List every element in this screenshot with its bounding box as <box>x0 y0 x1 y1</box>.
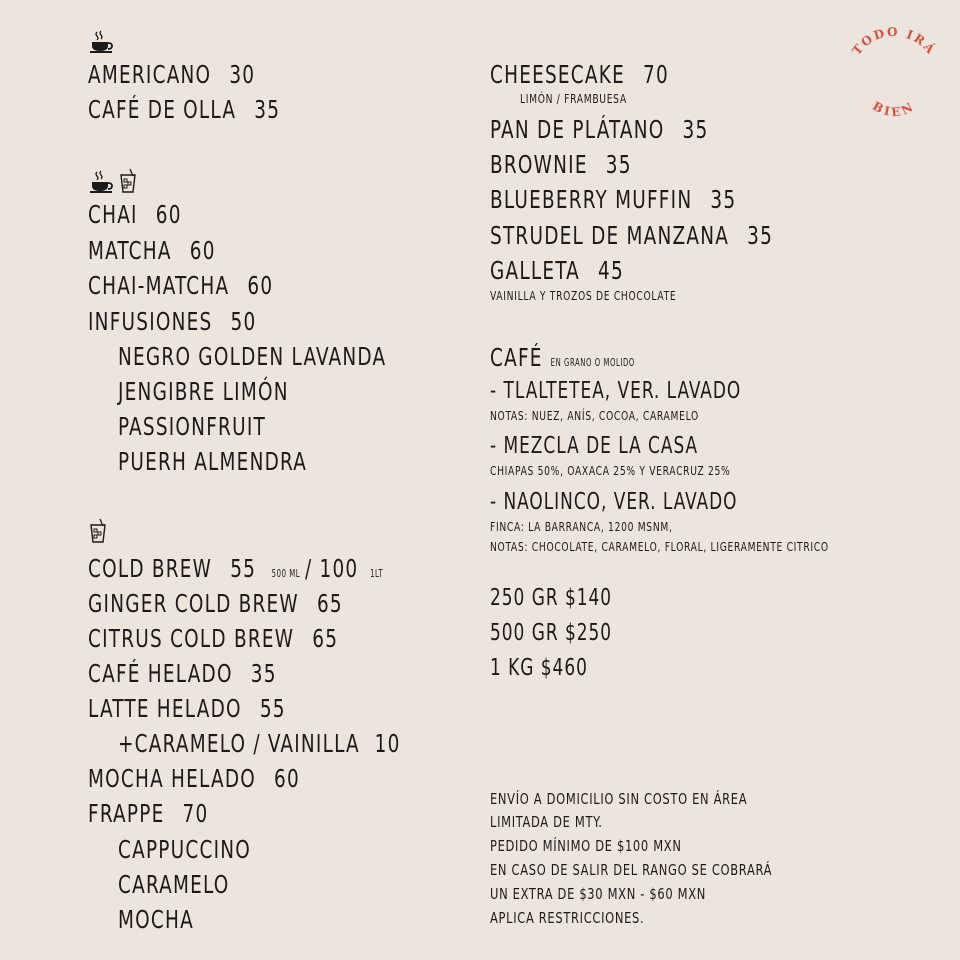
bean-notes: NOTAS: CHOCOLATE, CARAMELO, FLORAL, LIGERAMENTE CITRICO <box>490 540 829 554</box>
frappe-flavor: CARAMELO <box>118 870 230 899</box>
menu-item-cold-brew: COLD BREW 55 500 ML / 100 1LT <box>88 554 384 583</box>
bean-origin: - NAOLINCO, VER. LAVADO <box>490 489 738 515</box>
stamp-bottom-text: BIEN <box>870 98 918 120</box>
todo-ira-bien-stamp <box>838 20 950 132</box>
bean-notes: FINCA: LA BARRANCA, 1200 MSNM, <box>490 520 673 534</box>
menu-item: AMERICANO 30 <box>88 60 256 89</box>
infusion-flavor: PASSIONFRUIT <box>118 412 266 441</box>
iced-drink-icon <box>118 168 138 194</box>
beans-title: CAFÉ EN GRANO O MOLIDO <box>490 343 636 372</box>
menu-item: GINGER COLD BREW 65 <box>88 589 343 618</box>
bean-notes: NOTAS: NUEZ, ANÍS, COCOA, CARAMELO <box>490 409 699 423</box>
bakery-note: VAINILLA Y TROZOS DE CHOCOLATE <box>490 289 677 303</box>
infusion-flavor: JENGIBRE LIMÓN <box>118 377 289 406</box>
bean-origin: - TLALTETEA, VER. LAVADO <box>490 378 742 404</box>
svg-text:TODO IRÁ <box>849 25 939 58</box>
menu-item: MATCHA 60 <box>88 236 216 265</box>
menu-item: LATTE HELADO 55 <box>88 694 286 723</box>
svg-text:BIEN <box>870 99 918 120</box>
bean-notes: CHIAPAS 50%, OAXACA 25% Y VERACRUZ 25% <box>490 464 731 478</box>
delivery-note: APLICA RESTRICCIONES. <box>490 909 645 927</box>
bakery-item: BROWNIE 35 <box>490 150 632 179</box>
delivery-note: EN CASO DE SALIR DEL RANGO SE COBRARÁ <box>490 861 773 879</box>
bean-origin: - MEZCLA DE LA CASA <box>490 433 699 459</box>
menu-item: CHAI-MATCHA 60 <box>88 271 274 300</box>
frappe-flavor: MOCHA <box>118 905 194 934</box>
menu-item: CHAI 60 <box>88 200 182 229</box>
menu-item: CITRUS COLD BREW 65 <box>88 624 339 653</box>
iced-drink-icon <box>88 518 108 544</box>
menu-extra: +CARAMELO / VAINILLA 10 <box>118 729 401 758</box>
delivery-note: PEDIDO MÍNIMO DE $100 MXN <box>490 837 682 855</box>
menu-item: INFUSIONES 50 <box>88 307 257 336</box>
stamp-top-text: TODO IRÁ <box>849 24 939 58</box>
delivery-note: LIMITADA DE MTY. <box>490 813 603 831</box>
menu-item: MOCHA HELADO 60 <box>88 764 300 793</box>
delivery-note: ENVÍO A DOMICILIO SIN COSTO EN ÁREA <box>490 790 748 808</box>
delivery-note: UN EXTRA DE $30 MXN - $60 MXN <box>490 885 707 903</box>
bakery-item: STRUDEL DE MANZANA 35 <box>490 221 774 250</box>
hot-coffee-cup-icon <box>88 170 114 194</box>
frappe-flavor: CAPPUCCINO <box>118 835 252 864</box>
bean-price: 250 GR $140 <box>490 585 613 611</box>
bakery-item: BLUEBERRY MUFFIN 35 <box>490 185 737 214</box>
bean-price: 500 GR $250 <box>490 620 613 646</box>
bakery-note: LIMÓN / FRAMBUESA <box>520 92 627 106</box>
infusion-flavor: PUERH ALMENDRA <box>118 447 308 476</box>
hot-coffee-cup-icon <box>88 30 114 54</box>
bakery-item: CHEESECAKE 70 <box>490 60 669 89</box>
bean-price: 1 KG $460 <box>490 655 588 681</box>
menu-item: FRAPPE 70 <box>88 799 209 828</box>
menu-item: CAFÉ HELADO 35 <box>88 659 277 688</box>
infusion-flavor: NEGRO GOLDEN LAVANDA <box>118 342 387 371</box>
bakery-item: GALLETA 45 <box>490 256 624 285</box>
bakery-item: PAN DE PLÁTANO 35 <box>490 115 709 144</box>
menu-item: CAFÉ DE OLLA 35 <box>88 95 281 124</box>
